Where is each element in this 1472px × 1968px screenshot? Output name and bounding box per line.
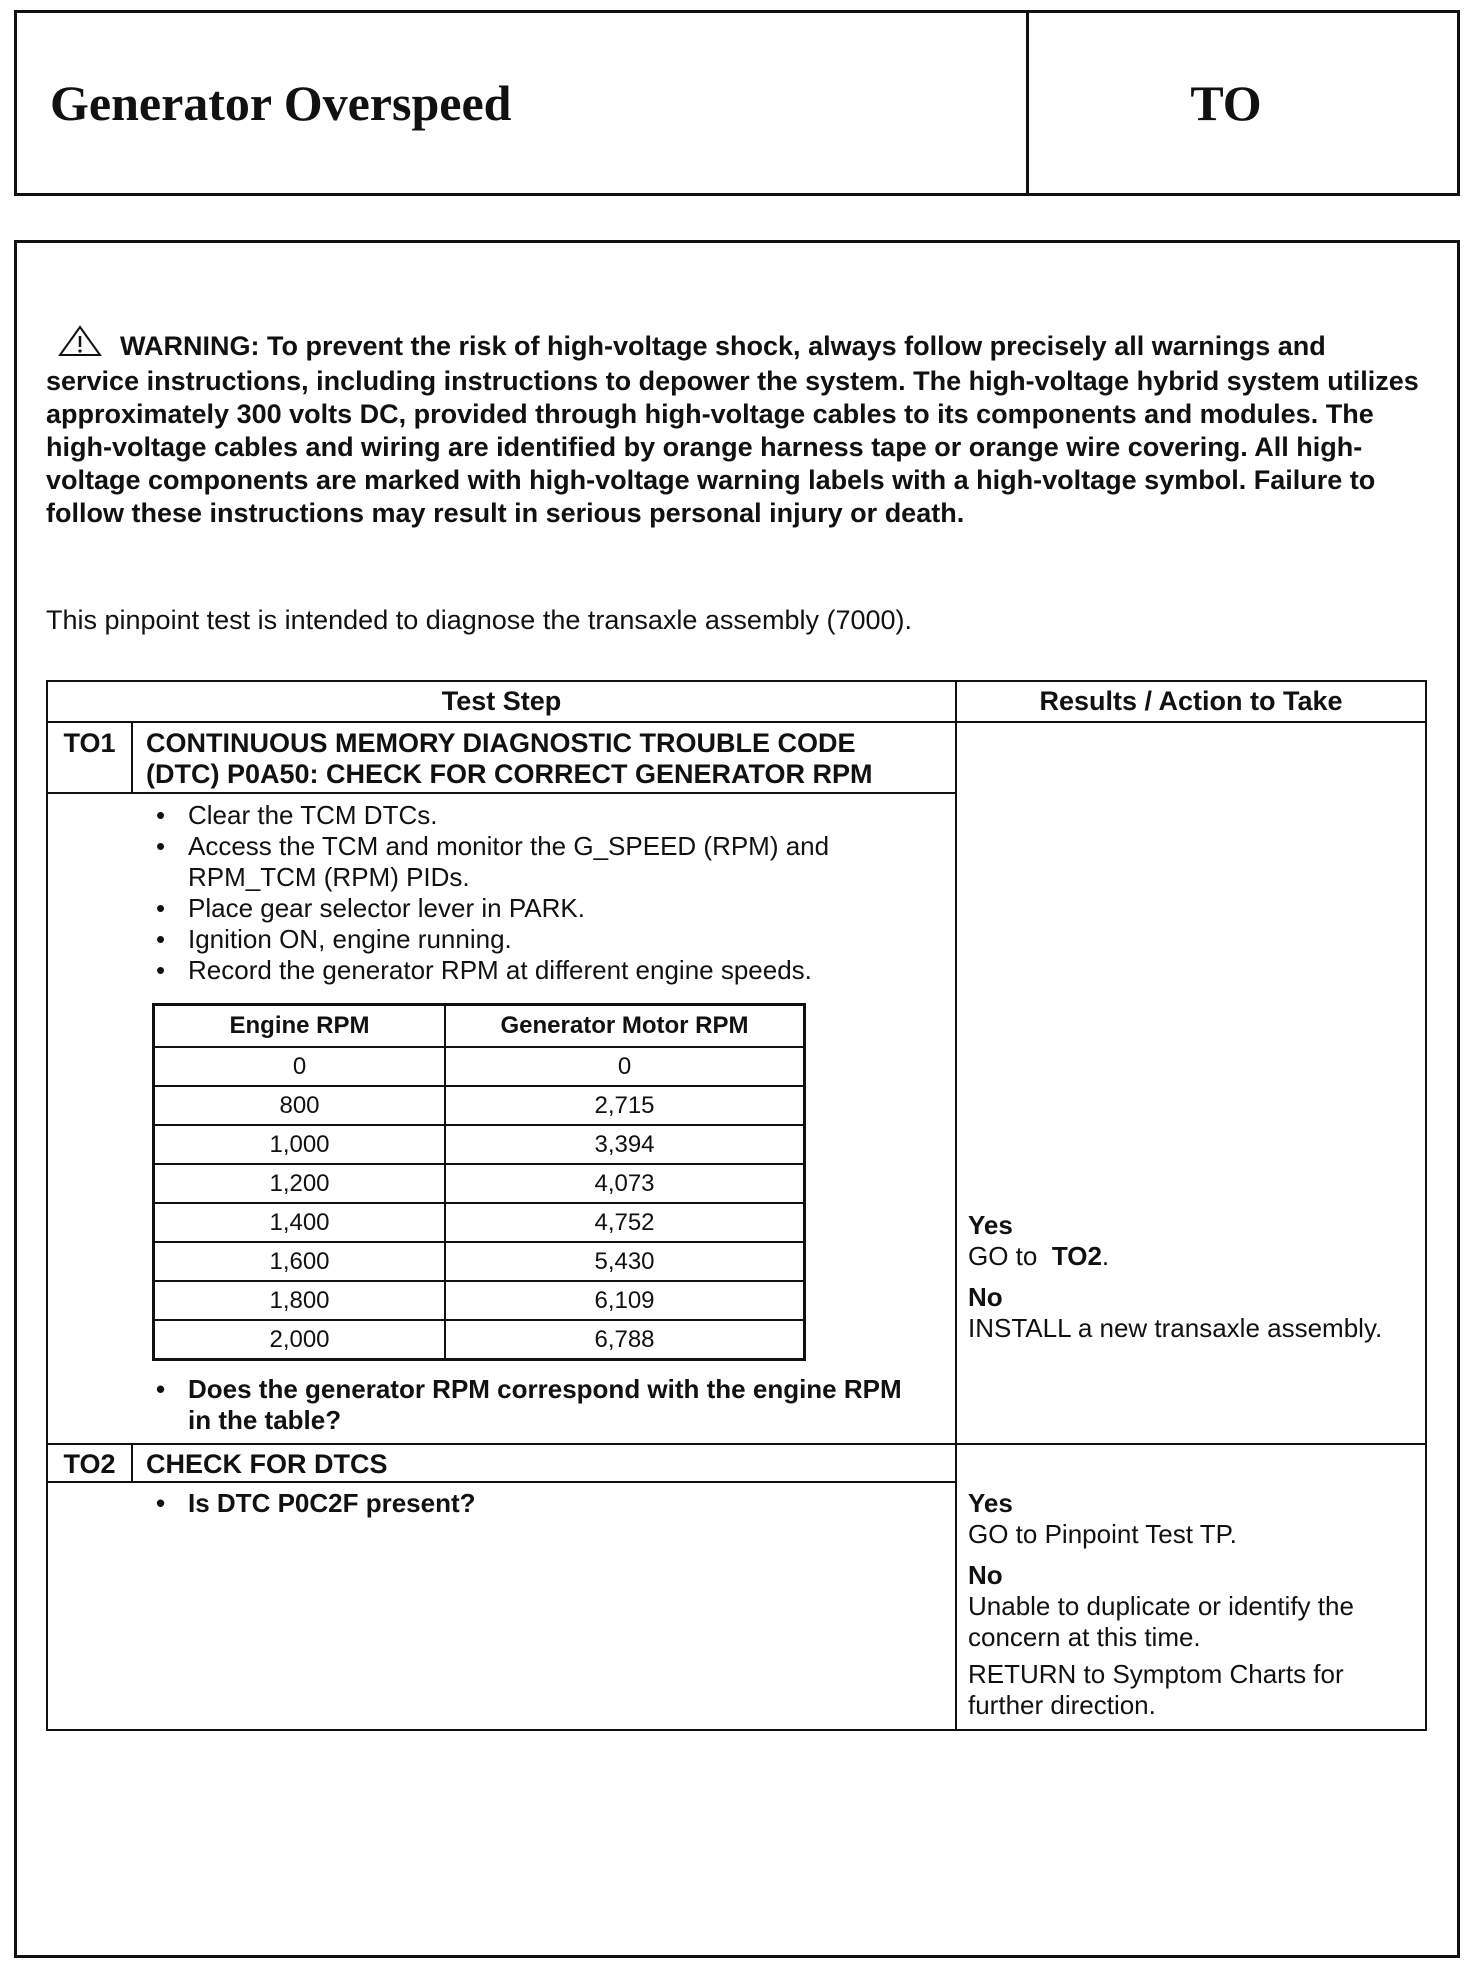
table-header-row [154, 1005, 805, 1048]
table-row [154, 1242, 805, 1281]
list-item: • Ignition ON, engine running. [148, 924, 928, 955]
table-cell: 6,109 [445, 1281, 805, 1320]
warning-text: WARNING: To prevent the risk of high-voltage shock, always follow precisely all warnings and service instructions, including instructions to depower the system. The high-voltage hybrid system utilizes approximately 300 volts DC, provided through high-voltage cables to its components and modules. The high-voltage cables and wiring are identified by orange harness tape or orange wire covering. All high-voltage components are marked with high-voltage warning labels with a high-voltage symbol. Failure to follow these instructions may result in serious personal injury or death. [46, 331, 1419, 528]
step-id-to2: TO2 [63, 1449, 116, 1479]
list-item: • Is DTC P0C2F present? [148, 1488, 928, 1519]
table-row [154, 1086, 805, 1125]
rpm-table [152, 1003, 806, 1361]
result-no-to2: No Unable to duplicate or identify the concern at this time. RETURN to Symptom Charts for further direction. [968, 1560, 1354, 1720]
list-item: • Access the TCM and monitor the G_SPEED (RPM) and RPM_TCM (RPM) PIDs. [148, 831, 928, 893]
table-cell: 1,200 [154, 1164, 446, 1203]
table-cell: 1,600 [154, 1242, 446, 1281]
result-no-to1: No INSTALL a new transaxle assembly. [968, 1282, 1383, 1343]
table-cell: 6,788 [445, 1320, 805, 1360]
table-row [154, 1203, 805, 1242]
table-row [154, 1047, 805, 1086]
warning-triangle-icon [58, 325, 102, 365]
table-cell: 3,394 [445, 1125, 805, 1164]
list-item: • Does the generator RPM correspond with the engine RPM in the table? [148, 1374, 928, 1436]
table-row [154, 1164, 805, 1203]
step-id-to1: TO1 [63, 728, 116, 758]
table-cell: 4,073 [445, 1164, 805, 1203]
step-title-to2: CHECK FOR DTCS [146, 1449, 388, 1479]
intro-text: This pinpoint test is intended to diagnose the transaxle assembly (7000). [46, 605, 913, 635]
table-cell: 800 [154, 1086, 446, 1125]
list-item: • Record the generator RPM at different engine speeds. [148, 955, 928, 986]
table-cell: 5,430 [445, 1242, 805, 1281]
table-cell: 0 [445, 1047, 805, 1086]
table-row [154, 1320, 805, 1360]
table-row [154, 1125, 805, 1164]
column-header-results: Results / Action to Take [1039, 686, 1343, 716]
column-header-test-step: Test Step [441, 686, 562, 716]
step-instructions-to1 [148, 800, 928, 986]
table-header-cell: Generator Motor RPM [445, 1005, 805, 1048]
table-cell: 1,800 [154, 1281, 446, 1320]
list-item: • Place gear selector lever in PARK. [148, 893, 928, 924]
step-title-to1: CONTINUOUS MEMORY DIAGNOSTIC TROUBLE CODE (DTC) P0A50: CHECK FOR CORRECT GENERATOR RPM [146, 728, 873, 789]
table-cell: 0 [154, 1047, 446, 1086]
warning-block [46, 325, 1426, 530]
list-item: • Clear the TCM DTCs. [148, 800, 928, 831]
page-title: Generator Overspeed [50, 75, 512, 131]
result-yes-to1: Yes GO to TO2. [968, 1210, 1110, 1271]
step-question-to2 [148, 1488, 928, 1519]
step-question-to1 [148, 1374, 928, 1436]
table-cell: 4,752 [445, 1203, 805, 1242]
table-row [154, 1281, 805, 1320]
section-code: TO [1190, 75, 1262, 131]
table-header-cell: Engine RPM [154, 1005, 446, 1048]
table-cell: 1,000 [154, 1125, 446, 1164]
table-cell: 1,400 [154, 1203, 446, 1242]
result-yes-to2: Yes GO to Pinpoint Test TP. [968, 1488, 1237, 1549]
table-cell: 2,715 [445, 1086, 805, 1125]
table-cell: 2,000 [154, 1320, 446, 1360]
